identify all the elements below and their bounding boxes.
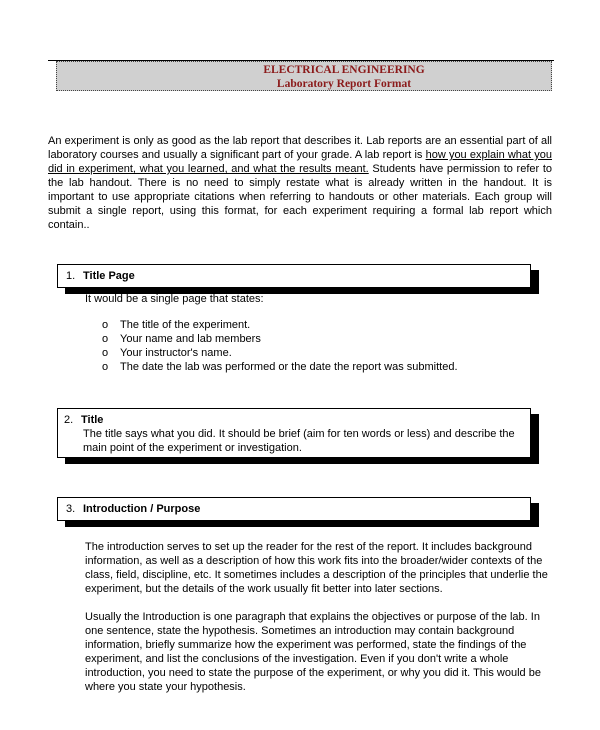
intro-text-1: An experiment is only as good as the lab report that describes it. Lab reports are an essential part of all laboratory courses and usually a significant part of your grade. A lab report is (48, 135, 552, 161)
list-item (100, 346, 458, 360)
section-1-title: Title Page (83, 270, 135, 282)
list-item (100, 318, 458, 332)
document-header (56, 61, 552, 91)
section-3-number: 3. (66, 503, 76, 515)
intro-text-2: Students have permission to refer to the lab handout. There is no need to simply restate what is already written in the handout. It is important to use appropriate citations when referring to handouts or other materials. Each group will submit a single report, using this format, for each experiment requiring a formal lab report which contain.. (48, 163, 552, 231)
section-3-heading-box (57, 497, 531, 521)
section-2-title: Title (81, 414, 104, 426)
bullet-text: The title of the experiment. (120, 319, 251, 331)
bullet-marker: o (102, 347, 109, 359)
bullet-text: Your name and lab members (120, 333, 261, 345)
section-1-lead: It would be a single page that states: (85, 293, 264, 305)
intro-underlined-text: how you explain what you did in experiment, what you learned, and what the results meant. (48, 149, 553, 175)
bullet-marker: o (102, 333, 109, 345)
section-2-number: 2. (64, 414, 74, 426)
section-1-number: 1. (66, 270, 76, 282)
section-1-bullet-list (100, 318, 458, 374)
list-item (100, 332, 458, 346)
intro-paragraph (48, 134, 552, 232)
section-2-text: The title says what you did. It should be brief (aim for ten words or less) and describe the main point of the experiment or investigation. (83, 428, 515, 454)
bullet-text: Your instructor's name. (120, 347, 232, 359)
list-item (100, 360, 458, 374)
section-3-title: Introduction / Purpose (83, 503, 201, 515)
section-3-paragraph-2: Usually the Introduction is one paragraph that explains the objectives or purpose of the lab. In one sentence, state the hypothesis. Sometimes an introduction may contain background information, briefly summarize how the experiment was performed, state the findings of the experiment, and list the conclusions of the investigation. Even if you don't write a whole introduction, you need to state the purpose of the experiment, or why you did it. This would be where you state your hypothesis. (85, 611, 541, 693)
bullet-marker: o (102, 319, 109, 331)
section-3-paragraph-1: The introduction serves to set up the reader for the rest of the report. It includes background information, as well as a description of how this work fits into the broader/wider contexts of the class, field, discipline, etc. It sometimes includes a description of the principles that underlie the experiment, but the details of the work usually fit better into later sections. (85, 541, 548, 595)
header-line-2: Laboratory Report Format (276, 78, 412, 90)
section-1-heading-box (57, 264, 531, 288)
bullet-text: The date the lab was performed or the date the report was submitted. (120, 361, 458, 373)
section-2-box (57, 408, 531, 458)
header-line-1: ELECTRICAL ENGINEERING (263, 64, 425, 76)
bullet-marker: o (102, 361, 109, 373)
